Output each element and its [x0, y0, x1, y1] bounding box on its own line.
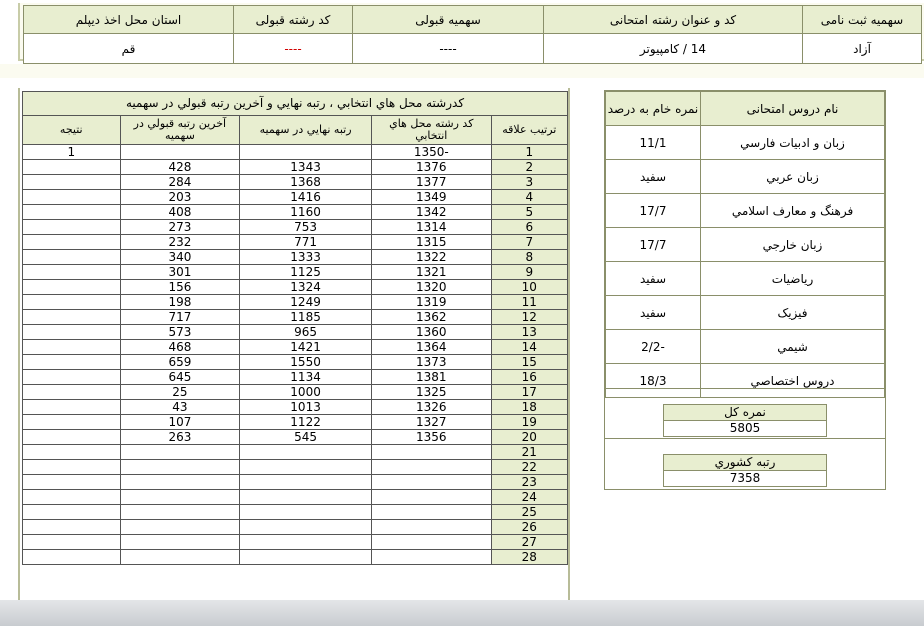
score-row	[606, 330, 885, 364]
result-cell	[23, 445, 121, 460]
result-cell	[23, 280, 121, 295]
choice-code-cell: 1322	[371, 250, 491, 265]
accepted-quota-header: سهمیه قبولی	[353, 6, 544, 34]
table-row	[23, 265, 568, 280]
table-row	[23, 355, 568, 370]
result-cell	[23, 205, 121, 220]
result-cell	[23, 175, 121, 190]
table-row	[23, 490, 568, 505]
table-row	[23, 475, 568, 490]
table-row	[23, 535, 568, 550]
final-rank-cell: 965	[240, 325, 372, 340]
table-row	[23, 445, 568, 460]
priority-cell: 24	[491, 490, 567, 505]
total-score-value: 5805	[664, 421, 826, 436]
raw-score-cell: سفيد	[606, 160, 701, 194]
national-rank-box	[663, 454, 827, 487]
final-rank-cell: 1122	[240, 415, 372, 430]
total-score-box	[663, 404, 827, 437]
result-cell	[23, 490, 121, 505]
final-rank-cell: 1134	[240, 370, 372, 385]
last-accepted-rank-cell: 203	[120, 190, 240, 205]
table-row	[23, 460, 568, 475]
accepted-field-code-header: کد رشته قبولی	[234, 6, 353, 34]
priority-cell: 19	[491, 415, 567, 430]
subject-name-header: نام دروس امتحانی	[701, 92, 885, 126]
result-cell	[23, 385, 121, 400]
final-rank-cell: 1368	[240, 175, 372, 190]
result-cell	[23, 415, 121, 430]
quota-registered-value: آزاد	[803, 34, 922, 64]
last-accepted-rank-cell	[120, 535, 240, 550]
priority-cell: 17	[491, 385, 567, 400]
result-cell	[23, 430, 121, 445]
column-divider	[568, 88, 570, 600]
last-accepted-rank-cell: 232	[120, 235, 240, 250]
choices-table	[22, 91, 568, 565]
final-rank-cell	[240, 535, 372, 550]
exam-field-value: 14 / کامپیوتر	[544, 34, 803, 64]
table-row	[23, 520, 568, 535]
result-cell	[23, 400, 121, 415]
result-cell	[23, 295, 121, 310]
national-rank-value: 7358	[664, 471, 826, 486]
last-accepted-rank-cell	[120, 445, 240, 460]
table-row	[23, 235, 568, 250]
last-accepted-rank-cell: 428	[120, 160, 240, 175]
table-row	[23, 430, 568, 445]
table-row	[23, 145, 568, 160]
score-row	[606, 228, 885, 262]
subject-name-cell: زبان و ادبيات فارسي	[701, 126, 885, 160]
final-rank-cell: 1249	[240, 295, 372, 310]
table-row	[23, 385, 568, 400]
priority-cell: 13	[491, 325, 567, 340]
choice-code-cell: 1314	[371, 220, 491, 235]
last-accepted-rank-cell: 573	[120, 325, 240, 340]
choice-code-cell	[371, 520, 491, 535]
final-rank-cell	[240, 505, 372, 520]
last-accepted-rank-cell: 717	[120, 310, 240, 325]
result-cell	[23, 235, 121, 250]
candidate-info-table	[23, 5, 922, 64]
raw-score-cell: سفيد	[606, 262, 701, 296]
priority-header: ترتيب علاقه	[491, 116, 567, 145]
choice-code-cell: 1349	[371, 190, 491, 205]
result-cell	[23, 475, 121, 490]
final-rank-cell	[240, 460, 372, 475]
table-row	[23, 310, 568, 325]
accepted-quota-value: ----	[353, 34, 544, 64]
score-row	[606, 194, 885, 228]
choice-code-header: کد رشته محل هاي انتخابي	[371, 116, 491, 145]
raw-score-cell: 17/7	[606, 194, 701, 228]
final-rank-cell	[240, 145, 372, 160]
priority-cell: 8	[491, 250, 567, 265]
choice-code-cell: 1325	[371, 385, 491, 400]
final-rank-cell	[240, 520, 372, 535]
table-row	[23, 175, 568, 190]
last-accepted-rank-cell	[120, 520, 240, 535]
priority-cell: 12	[491, 310, 567, 325]
choice-code-cell	[371, 460, 491, 475]
choice-code-cell	[371, 505, 491, 520]
priority-cell: 7	[491, 235, 567, 250]
result-cell	[23, 250, 121, 265]
priority-cell: 22	[491, 460, 567, 475]
choice-code-cell	[371, 445, 491, 460]
raw-score-cell: 17/7	[606, 228, 701, 262]
priority-cell: 20	[491, 430, 567, 445]
choice-code-cell: 1326	[371, 400, 491, 415]
final-rank-cell	[240, 490, 372, 505]
national-rank-label: رتبه کشوري	[664, 455, 826, 471]
result-cell	[23, 370, 121, 385]
score-row	[606, 296, 885, 330]
choice-code-cell: 1360	[371, 325, 491, 340]
last-accepted-rank-cell: 43	[120, 400, 240, 415]
final-rank-cell: 771	[240, 235, 372, 250]
exam-field-header: کد و عنوان رشته امتحانی	[544, 6, 803, 34]
table-row	[23, 400, 568, 415]
result-cell	[23, 325, 121, 340]
score-row	[606, 364, 885, 398]
choice-code-cell: 1315	[371, 235, 491, 250]
priority-cell: 21	[491, 445, 567, 460]
final-rank-cell: 1125	[240, 265, 372, 280]
priority-cell: 4	[491, 190, 567, 205]
table-row	[23, 325, 568, 340]
choices-caption: کدرشته محل هاي انتخابي ، رتبه نهايي و آخرين رتبه قبولي در سهميه	[23, 92, 568, 116]
table-row	[23, 160, 568, 175]
section-divider	[0, 64, 924, 78]
table-row	[23, 205, 568, 220]
priority-cell: 25	[491, 505, 567, 520]
last-accepted-rank-cell: 198	[120, 295, 240, 310]
choice-code-cell: -1350	[371, 145, 491, 160]
priority-cell: 23	[491, 475, 567, 490]
result-cell	[23, 190, 121, 205]
table-row	[23, 340, 568, 355]
last-accepted-rank-cell: 273	[120, 220, 240, 235]
table-row	[23, 505, 568, 520]
choice-code-cell: 1376	[371, 160, 491, 175]
subject-name-cell: زبان خارجي	[701, 228, 885, 262]
choice-code-cell: 1381	[371, 370, 491, 385]
priority-cell: 2	[491, 160, 567, 175]
result-cell	[23, 505, 121, 520]
result-cell: 1	[23, 145, 121, 160]
result-cell	[23, 355, 121, 370]
accepted-field-code-value: ----	[234, 34, 353, 64]
result-cell	[23, 310, 121, 325]
choice-code-cell: 1364	[371, 340, 491, 355]
priority-cell: 16	[491, 370, 567, 385]
result-header: نتيجه	[23, 116, 121, 145]
total-score-label: نمره کل	[664, 405, 826, 421]
taskbar	[0, 600, 924, 626]
raw-score-cell: سفيد	[606, 296, 701, 330]
table-row	[23, 370, 568, 385]
subject-name-cell: شيمي	[701, 330, 885, 364]
final-rank-header: رتبه نهايي در سهميه	[240, 116, 372, 145]
final-rank-cell	[240, 550, 372, 565]
last-accepted-rank-cell: 301	[120, 265, 240, 280]
diploma-province-value: قم	[24, 34, 234, 64]
priority-cell: 3	[491, 175, 567, 190]
final-rank-cell: 1343	[240, 160, 372, 175]
result-cell	[23, 220, 121, 235]
priority-cell: 10	[491, 280, 567, 295]
subject-name-cell: دروس اختصاصي	[701, 364, 885, 398]
last-accepted-rank-cell: 408	[120, 205, 240, 220]
result-cell	[23, 535, 121, 550]
score-row	[606, 160, 885, 194]
divider-line	[605, 438, 885, 439]
choice-code-cell	[371, 490, 491, 505]
final-rank-cell: 1000	[240, 385, 372, 400]
final-rank-cell: 1333	[240, 250, 372, 265]
choice-code-cell: 1321	[371, 265, 491, 280]
result-cell	[23, 160, 121, 175]
final-rank-cell: 1550	[240, 355, 372, 370]
table-row	[23, 190, 568, 205]
diploma-province-header: استان محل اخذ دیپلم	[24, 6, 234, 34]
final-rank-cell: 1421	[240, 340, 372, 355]
choice-code-cell: 1377	[371, 175, 491, 190]
choice-code-cell	[371, 535, 491, 550]
last-accepted-rank-cell: 107	[120, 415, 240, 430]
result-cell	[23, 265, 121, 280]
last-accepted-rank-cell: 645	[120, 370, 240, 385]
priority-cell: 6	[491, 220, 567, 235]
final-rank-cell: 1416	[240, 190, 372, 205]
final-rank-cell: 1185	[240, 310, 372, 325]
table-row	[23, 415, 568, 430]
final-rank-cell: 753	[240, 220, 372, 235]
last-accepted-rank-cell: 156	[120, 280, 240, 295]
choice-code-cell	[371, 550, 491, 565]
candidate-info-panel	[18, 3, 924, 61]
score-row	[606, 262, 885, 296]
priority-cell: 9	[491, 265, 567, 280]
final-rank-cell	[240, 445, 372, 460]
table-row	[23, 295, 568, 310]
choice-code-cell: 1319	[371, 295, 491, 310]
table-row	[23, 250, 568, 265]
quota-registered-header: سهمیه ثبت نامی	[803, 6, 922, 34]
priority-cell: 14	[491, 340, 567, 355]
table-row	[23, 550, 568, 565]
choice-code-cell: 1342	[371, 205, 491, 220]
raw-score-header: نمره خام به درصد	[606, 92, 701, 126]
last-accepted-rank-cell: 25	[120, 385, 240, 400]
result-cell	[23, 460, 121, 475]
score-row	[606, 126, 885, 160]
raw-score-cell: 18/3	[606, 364, 701, 398]
subject-name-cell: فرهنگ و معارف اسلامي	[701, 194, 885, 228]
last-accepted-rank-cell	[120, 475, 240, 490]
scores-table	[605, 91, 885, 398]
last-accepted-rank-cell: 468	[120, 340, 240, 355]
priority-cell: 11	[491, 295, 567, 310]
subject-name-cell: فيزيک	[701, 296, 885, 330]
result-cell	[23, 550, 121, 565]
table-row	[23, 280, 568, 295]
raw-score-cell: -2/2	[606, 330, 701, 364]
last-accepted-rank-cell	[120, 490, 240, 505]
final-rank-cell: 1324	[240, 280, 372, 295]
choice-code-cell	[371, 475, 491, 490]
scores-panel	[604, 90, 886, 490]
last-accepted-rank-cell: 659	[120, 355, 240, 370]
final-rank-cell	[240, 475, 372, 490]
divider-line	[605, 388, 885, 389]
result-cell	[23, 520, 121, 535]
last-accepted-rank-cell	[120, 460, 240, 475]
priority-cell: 15	[491, 355, 567, 370]
last-accepted-rank-header: آخرين رتبه قبولي در سهميه	[120, 116, 240, 145]
priority-cell: 5	[491, 205, 567, 220]
subject-name-cell: رياضيات	[701, 262, 885, 296]
priority-cell: 26	[491, 520, 567, 535]
priority-cell: 28	[491, 550, 567, 565]
result-cell	[23, 340, 121, 355]
last-accepted-rank-cell: 284	[120, 175, 240, 190]
raw-score-cell: 11/1	[606, 126, 701, 160]
last-accepted-rank-cell	[120, 145, 240, 160]
subject-name-cell: زبان عربي	[701, 160, 885, 194]
last-accepted-rank-cell	[120, 550, 240, 565]
final-rank-cell: 545	[240, 430, 372, 445]
final-rank-cell: 1160	[240, 205, 372, 220]
priority-cell: 1	[491, 145, 567, 160]
choice-code-cell: 1327	[371, 415, 491, 430]
priority-cell: 18	[491, 400, 567, 415]
choice-code-cell: 1373	[371, 355, 491, 370]
priority-cell: 27	[491, 535, 567, 550]
choice-code-cell: 1320	[371, 280, 491, 295]
choice-code-cell: 1362	[371, 310, 491, 325]
last-accepted-rank-cell: 340	[120, 250, 240, 265]
last-accepted-rank-cell	[120, 505, 240, 520]
last-accepted-rank-cell: 263	[120, 430, 240, 445]
final-rank-cell: 1013	[240, 400, 372, 415]
table-row	[23, 220, 568, 235]
choice-code-cell: 1356	[371, 430, 491, 445]
